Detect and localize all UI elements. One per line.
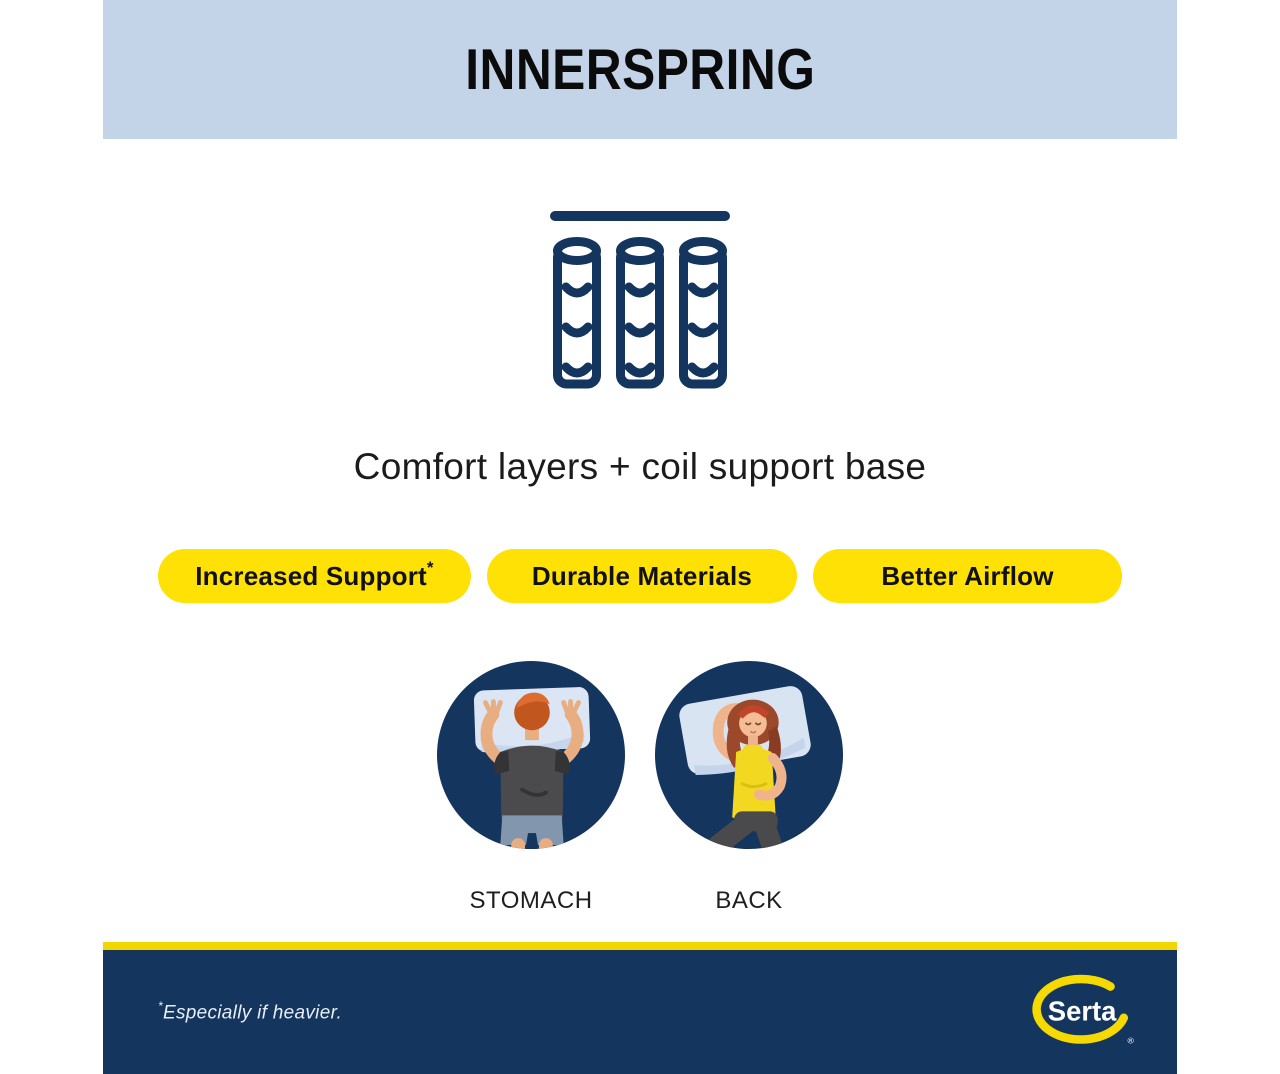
stomach-sleeper-illustration — [437, 661, 625, 849]
position-label-stomach: STOMACH — [469, 887, 593, 914]
header-banner — [103, 0, 1177, 139]
benefit-pills — [0, 549, 1280, 603]
footer-accent-stripe — [103, 942, 1177, 950]
benefit-pill-increased-support: Increased Support * — [158, 549, 471, 603]
back-sleeper-illustration — [655, 661, 843, 849]
benefit-pill-durable-materials — [487, 549, 797, 603]
position-card-back — [655, 661, 843, 915]
page-title: INNERSPRING — [464, 37, 816, 102]
position-label-back: BACK — [715, 887, 783, 914]
serta-wordmark: Serta — [1047, 995, 1117, 1027]
footnote — [158, 1000, 342, 1024]
coil-support-icon — [550, 211, 730, 393]
coil-support-icon-svg — [550, 211, 730, 393]
footer — [103, 950, 1177, 1074]
benefit-pill-label: Better Airflow — [881, 560, 1054, 591]
position-card-stomach — [437, 661, 625, 915]
benefit-pill-label: Durable Materials — [531, 560, 753, 591]
benefit-pill-label: Increased Support — [195, 560, 427, 591]
footnote-asterisk: * — [158, 999, 163, 1013]
registered-mark: ® — [1127, 1035, 1134, 1046]
sleep-positions — [0, 661, 1280, 915]
diagram-caption: Comfort layers + coil support base — [353, 446, 927, 487]
footnote-text: Especially if heavier. — [162, 1002, 343, 1024]
benefit-pill-better-airflow — [813, 549, 1122, 603]
serta-logo — [1031, 974, 1137, 1054]
